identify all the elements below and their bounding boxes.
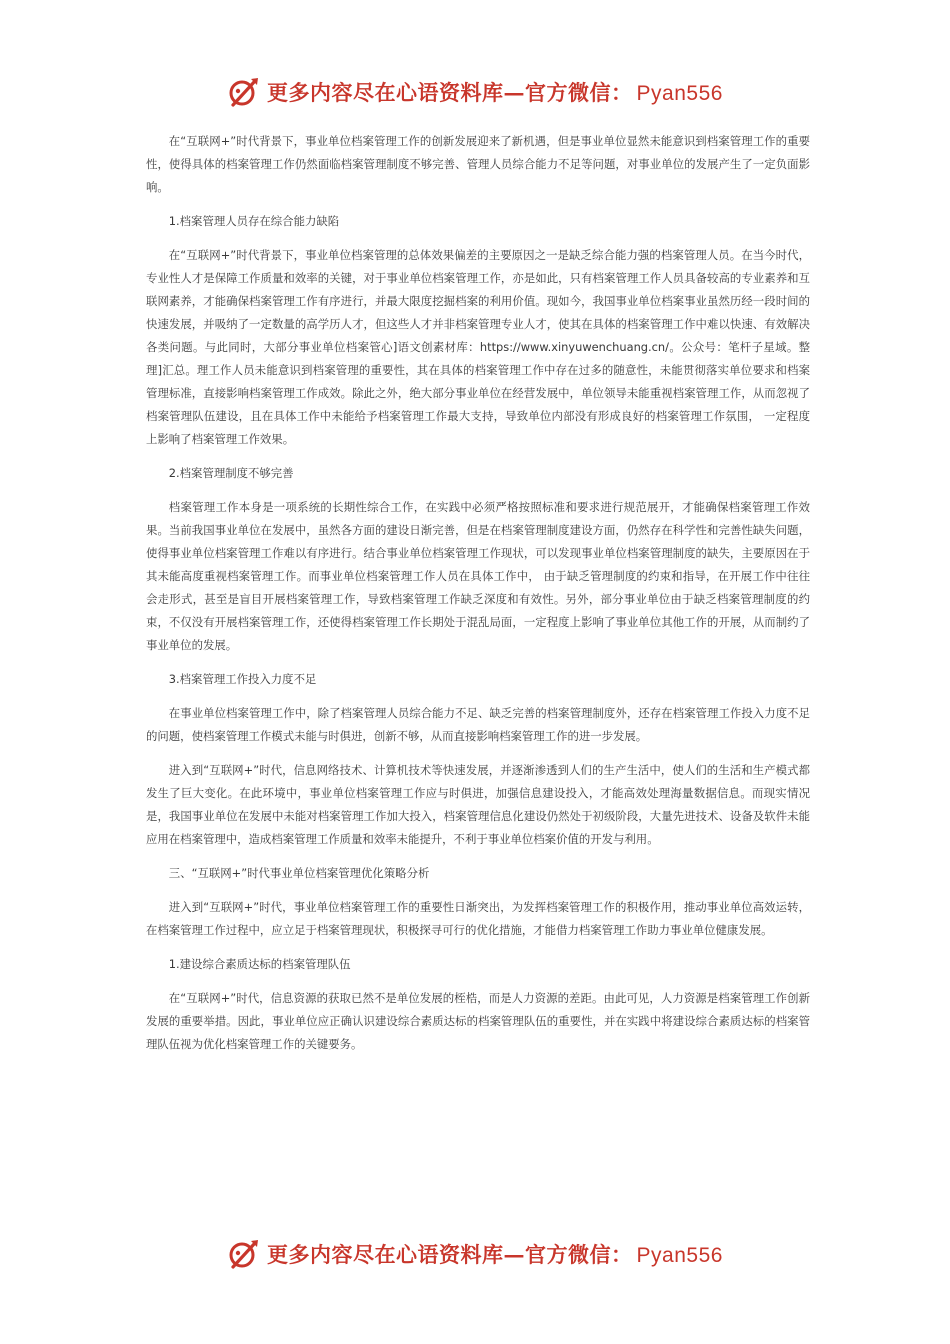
paragraph-personnel: 在“互联网+”时代背景下，事业单位档案管理的总体效果偏差的主要原因之一是缺乏综合能力强的档案管理人员。在当今时代，专业性人才是保障工作质量和效率的关键，对于事业单位档案管理工作，亦是如此，只有档案管理工作人员具备较高的专业素养和互联网素养，才能确保档案管理工作有序进行，并最大限度挖掘档案的利用价值。现如今，我国事业单位档案事业虽然历经一段时间的快速发展，并吸纳了一定数量的高学历人才，但这些人才并非档案管理专业人才，使其在具体的档案管理工作中难以快速、有效解决各类问题。与此同时，大部分事业单位档案管心]语文创素材库：https://www.xinyuwenchuang.cn/。公众号：笔杆子星域。整理]汇总。理工作人员未能意识到档案管理的重要性，其在具体的档案管理工作中存在过多的随意性，未能贯彻落实单位要求和档案管理标准，直接影响档案管理工作成效。除此之外，绝大部分事业单位在经营发展中，单位领导未能重视档案管理工作，从而忽视了档案管理队伍建设，且在具体工作中未能给予档案管理工作最大支持，导致单位内部没有形成良好的档案管理工作氛围， 一定程度上影响了档案管理工作效果。 bbox=[146, 248, 810, 446]
banner-text bbox=[267, 1239, 723, 1269]
document-body bbox=[146, 130, 810, 1067]
banner-wechat-id: Pyan556 bbox=[636, 1244, 723, 1267]
section-heading-3: 3.档案管理工作投入力度不足 bbox=[168, 672, 317, 686]
paragraph-intro: 在“互联网+”时代背景下，事业单位档案管理工作的创新发展迎来了新机遇，但是事业单位显然未能意识到档案管理工作的重要性，使得具体的档案管理工作仍然面临档案管理制度不够完善、管理人员综合能力不足等问题，对事业单位的发展产生了一定负面影响。 bbox=[146, 134, 810, 194]
section-heading-2: 2.档案管理制度不够完善 bbox=[168, 466, 294, 480]
footer-banner bbox=[0, 1232, 950, 1276]
paragraph-system: 档案管理工作本身是一项系统的长期性综合工作，在实践中必须严格按照标准和要求进行规范展开，才能确保档案管理工作效果。当前我国事业单位在发展中，虽然各方面的建设日渐完善，但是在档案管理制度建设方面，仍然存在科学性和完善性缺失问题，使得事业单位档案管理工作难以有序进行。结合事业单位档案管理工作现状，可以发现事业单位档案管理制度的缺失，主要原因在于其未能高度重视档案管理工作。而事业单位档案管理工作人员在具体工作中， 由于缺乏管理制度的约束和指导，在开展工作中往往会走形式，甚至是盲目开展档案管理工作，导致档案管理工作缺乏深度和有效性。另外，部分事业单位由于缺乏档案管理制度的约束，不仅没有开展档案管理工作，还使得档案管理工作长期处于混乱局面，一定程度上影响了事业单位其他工作的开展，从而制约了事业单位的发展。 bbox=[146, 500, 810, 652]
banner-slogan: 更多内容尽在心语资料库—官方微信： bbox=[267, 80, 633, 105]
banner-text bbox=[267, 77, 723, 107]
section-heading-strategy: 三、“互联网+”时代事业单位档案管理优化策略分析 bbox=[168, 866, 430, 880]
paragraph-internet-era: 进入到“互联网+”时代，信息网络技术、计算机技术等快速发展，并逐渐渗透到人们的生产生活中，使人们的生活和生产模式都发生了巨大变化。在此环境中，事业单位档案管理工作应与时俱进，加强信息建设投入，才能高效处理海量数据信息。而现实情况是，我国事业单位在发展中未能对档案管理工作加大投入，档案管理信息化建设仍然处于初级阶段，大量先进技术、设备及软件未能应用在档案管理中，造成档案管理工作质量和效率未能提升，不利于事业单位档案价值的开发与利用。 bbox=[146, 763, 810, 846]
section-heading-team: 1.建设综合素质达标的档案管理队伍 bbox=[168, 957, 351, 971]
banner-slogan: 更多内容尽在心语资料库—官方微信： bbox=[267, 1242, 633, 1267]
banner-wechat-id: Pyan556 bbox=[636, 82, 723, 105]
brush-logo-icon bbox=[227, 75, 261, 109]
section-heading-1: 1.档案管理人员存在综合能力缺陷 bbox=[168, 214, 340, 228]
paragraph-strategy: 进入到“互联网+”时代，事业单位档案管理工作的重要性日渐突出，为发挥档案管理工作的积极作用，推动事业单位高效运转，在档案管理工作过程中，应立足于档案管理现状，积极探寻可行的优化措施，才能借力档案管理工作助力事业单位健康发展。 bbox=[146, 900, 810, 937]
brush-logo-icon bbox=[227, 1237, 261, 1271]
paragraph-investment: 在事业单位档案管理工作中，除了档案管理人员综合能力不足、缺乏完善的档案管理制度外，还存在档案管理工作投入力度不足的问题，使档案管理工作模式未能与时俱进，创新不够，从而直接影响档案管理工作的进一步发展。 bbox=[146, 706, 810, 743]
header-banner bbox=[0, 70, 950, 114]
paragraph-team: 在“互联网+”时代，信息资源的获取已然不是单位发展的桎梏，而是人力资源的差距。由此可见，人力资源是档案管理工作创新发展的重要举措。因此，事业单位应正确认识建设综合素质达标的档案管理队伍的重要性，并在实践中将建设综合素质达标的档案管理队伍视为优化档案管理工作的关键要务。 bbox=[146, 991, 810, 1051]
